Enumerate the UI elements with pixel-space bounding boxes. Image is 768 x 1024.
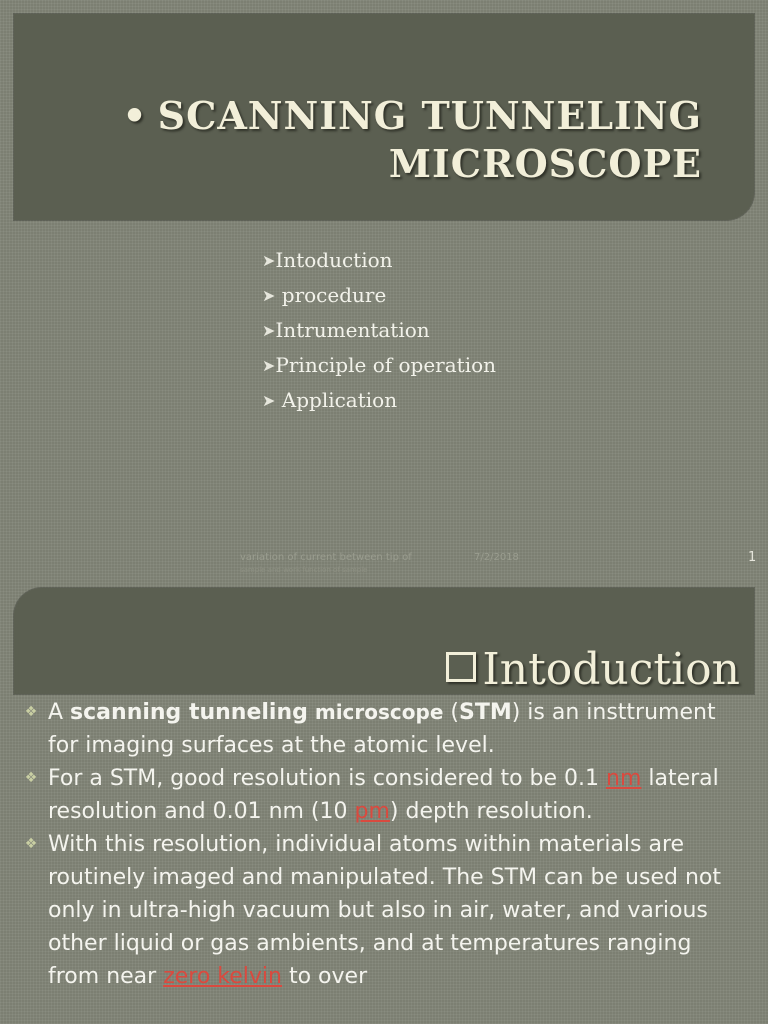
checkbox-icon bbox=[446, 652, 476, 682]
agenda-item-label: Intrumentation bbox=[275, 318, 430, 342]
page-number: 1 bbox=[748, 550, 757, 565]
link-zero-kelvin[interactable]: zero kelvin bbox=[163, 964, 282, 989]
paragraph-text: ( bbox=[443, 700, 459, 725]
footer-date: 7/2/2018 bbox=[474, 552, 519, 563]
footer-note-text: variation of current between tip of bbox=[240, 552, 412, 563]
agenda-item-label: Application bbox=[275, 388, 398, 412]
arrow-icon: ➤ bbox=[262, 286, 276, 305]
term-microscope: microscope bbox=[307, 700, 444, 724]
paragraph-text: lateral resolution and 0.01 nm (10 bbox=[48, 766, 719, 824]
term-stm: STM bbox=[458, 700, 512, 725]
diamond-icon: ❖ bbox=[24, 704, 38, 720]
paragraph-text: to over bbox=[281, 964, 368, 989]
arrow-icon: ➤ bbox=[262, 251, 276, 270]
paragraph-text: ) is an insttrument for imaging surfaces at the atomic level. bbox=[48, 700, 716, 758]
agenda-item bbox=[262, 316, 496, 351]
title-bullet: • bbox=[122, 93, 148, 138]
slide-title-text: SCANNING TUNNELING MICROSCOPE bbox=[157, 93, 702, 186]
slide-title bbox=[62, 92, 702, 188]
agenda-item-label: Principle of operation bbox=[275, 353, 497, 377]
bullet-paragraph bbox=[22, 828, 740, 993]
diamond-icon: ❖ bbox=[24, 770, 38, 786]
agenda-list bbox=[262, 246, 496, 421]
arrow-icon: ➤ bbox=[262, 356, 276, 375]
agenda-item-label: Intoduction bbox=[275, 248, 393, 272]
agenda-item-label: procedure bbox=[275, 283, 387, 307]
agenda-item bbox=[262, 246, 496, 281]
paragraph-text: A bbox=[48, 700, 71, 725]
agenda-item bbox=[262, 351, 496, 386]
arrow-icon: ➤ bbox=[262, 391, 276, 410]
bullet-paragraph bbox=[22, 762, 740, 828]
footer-note-blurred: sample and work function of sample bbox=[240, 566, 368, 574]
paragraph-text: With this resolution, individual atoms within materials are routinely imaged and manipulated. The STM can be used not only in ultra-high vacuum but also in air, water, and various other liquid or gas ambients, and at temperatures ranging from near bbox=[48, 832, 721, 989]
slide-title-text: Intoduction bbox=[482, 644, 740, 695]
term-scanning-tunneling: scanning tunneling bbox=[70, 700, 308, 725]
paragraph-text: For a STM, good resolution is considered to be 0.1 bbox=[48, 766, 607, 791]
footer-note bbox=[240, 552, 460, 576]
slide-title bbox=[446, 642, 740, 698]
bullet-paragraph bbox=[22, 696, 740, 762]
agenda-item bbox=[262, 386, 496, 421]
slide-2 bbox=[0, 588, 768, 1024]
slide-body bbox=[22, 696, 740, 993]
paragraph-text: ) depth resolution. bbox=[389, 799, 593, 824]
agenda-item bbox=[262, 281, 496, 316]
diamond-icon: ❖ bbox=[24, 836, 38, 852]
arrow-icon: ➤ bbox=[262, 321, 276, 340]
link-pm[interactable]: pm bbox=[354, 799, 390, 824]
link-nm[interactable]: nm bbox=[606, 766, 642, 791]
